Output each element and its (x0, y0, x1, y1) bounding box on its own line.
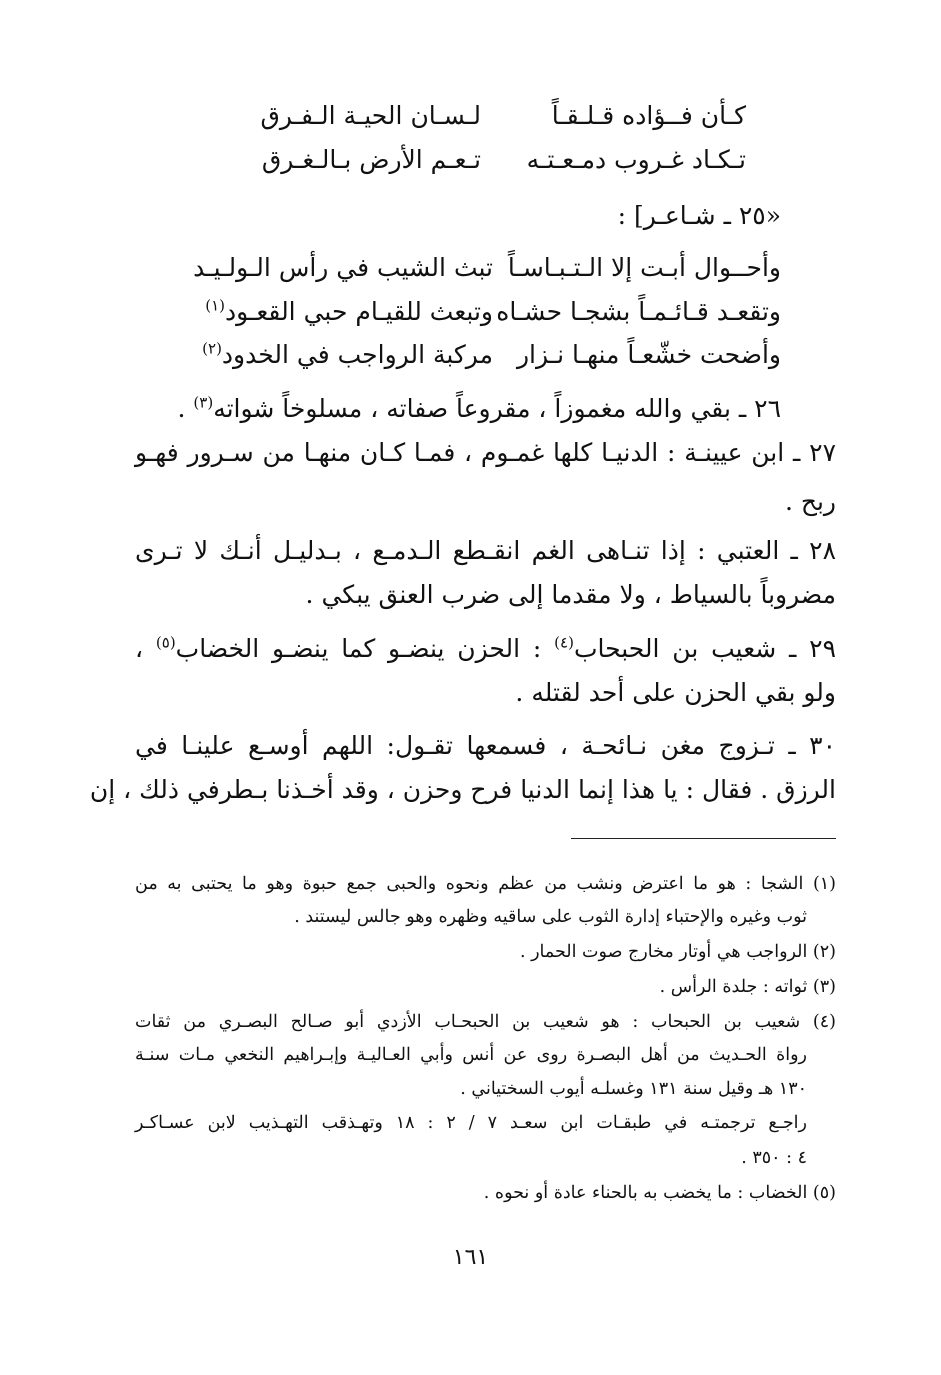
item-25-verse-3-left (202, 339, 493, 369)
footnote-4-line-5: ٤ : ٣٥٠ . (741, 1148, 807, 1168)
footnote-3: (٣) ثواته : جلدة الرأس . (659, 977, 836, 997)
footnote-ref-3: (٣) (193, 393, 214, 412)
item-29-part-a: ٢٩ ـ شعيب بن الحبحاب (573, 634, 837, 663)
footnote-1-line-2: ثوب وغيره والإحتباء إدارة الثوب على ساقيه وظهره وهو جالس ليستند . (294, 907, 807, 927)
footnote-4-line-2: رواة الحـديث من أهل البصـرة روى عن أنس وأبي العـاليـة وإبـراهيم النخعي مـات سنـة (135, 1045, 807, 1065)
poem-line-2-left: تـعـم الأرض بـالـغـرق (261, 145, 481, 174)
poem-line-1-right: كـأن فــؤاده قـلـقـاً (551, 101, 746, 130)
page-number: ١٦١ (452, 1245, 489, 1270)
footnote-2: (٢) الرواجب هي أوتار مخارج صوت الحمار . (519, 942, 836, 962)
footnote-ref-4: (٤) (554, 633, 574, 652)
poem-line-2-right: تـكـاد غـروب دمـعـتـه (526, 145, 746, 174)
footnote-ref-5: (٥) (155, 633, 176, 652)
footnote-ref-2: (٢) (202, 339, 222, 358)
footnote-separator (571, 838, 836, 839)
footnote-5: (٥) الخضاب : ما يخضب به بالحناء عادة أو نحوه . (483, 1183, 836, 1203)
item-29-part-b: : الحزن ينضـو كما ينضـو الخضاب (175, 634, 555, 663)
item-26-text: ٢٦ ـ بقي والله مغموزاً ، مقروعاً صفاته ، مسلوخاً شواته (213, 394, 781, 423)
item-28-line-1: ٢٨ ـ العتبي : إذا تنـاهى الغم انقـطع الـدمـع ، بـدليـل أنـك لا تـرى (135, 536, 836, 565)
footnote-4-line-4: راجـع ترجمتـه في طبقـات ابن سعـد ٧ / ٢ : ١٨ وتهـذقب التهـذيب لابن عسـاكـر (135, 1113, 807, 1133)
item-25-verse-1-right: وأحــوال أبـت إلا الـتـبـاسـاً (507, 253, 781, 282)
verse-3-left-text: مركبة الرواجب في الخدود (221, 340, 493, 369)
item-27-line-1: ٢٧ ـ ابن عيينـة : الدنيـا كلها غمـوم ، فمـا كـان منهـا من سـرور فهـو (135, 438, 836, 467)
item-25-heading: «٢٥ ـ شـاعـر] : (617, 201, 781, 230)
item-25-verse-2-right: وتقعـد قـائـمـاً بشجـا حشـاه (496, 297, 781, 326)
item-26 (177, 393, 782, 423)
item-29-part-c: ، (135, 634, 156, 663)
item-29-line-1 (135, 633, 837, 663)
item-29-line-2: ولو بقي الحزن على أحد لقتله . (515, 678, 836, 707)
footnote-4-line-1: (٤) شعيب بن الحبحاب : هو شعيب بن الحبحـاب الأزدي أبو صـالح البصـري من ثقات (135, 1012, 836, 1032)
item-25-verse-2-left (205, 296, 493, 326)
verse-2-left-text: وتبعث للقيـام حبي القعـود (224, 297, 493, 326)
poem-line-1-left: لـسـان الحيـة الـفـرق (260, 101, 481, 130)
item-28-line-2: مضروباً بالسياط ، ولا مقدما إلى ضرب العنق يبكي . (305, 580, 836, 609)
footnote-1-line-1: (١) الشجا : هو ما اعترض ونشب من عظم ونحوه والحبى جمع حبوة وهو ما يحتبى به من (135, 874, 836, 894)
item-27-line-2: ربح . (784, 487, 836, 516)
item-25-verse-1-left: تبث الشيب في رأس الـولـيـد (193, 253, 493, 282)
footnote-ref-1: (١) (205, 296, 225, 315)
item-25-verse-3-right: وأضحت خشّعـاً منهـا نـزار (516, 340, 781, 369)
footnote-4-line-3: ١٣٠ هـ وقيل سنة ١٣١ وغسلـه أيوب السختياني . (460, 1079, 807, 1099)
item-30-line-1: ٣٠ ـ تـزوج مغن نـائحـة ، فسمعها تقـول: اللهم أوسـع علينـا في (135, 731, 836, 760)
item-30-line-2: الرزق . فقال : يا هذا إنما الدنيا فرح وحزن ، وقد أخـذنا بـطرفي ذلك ، إن (89, 775, 836, 804)
item-26-end: . (177, 394, 194, 423)
